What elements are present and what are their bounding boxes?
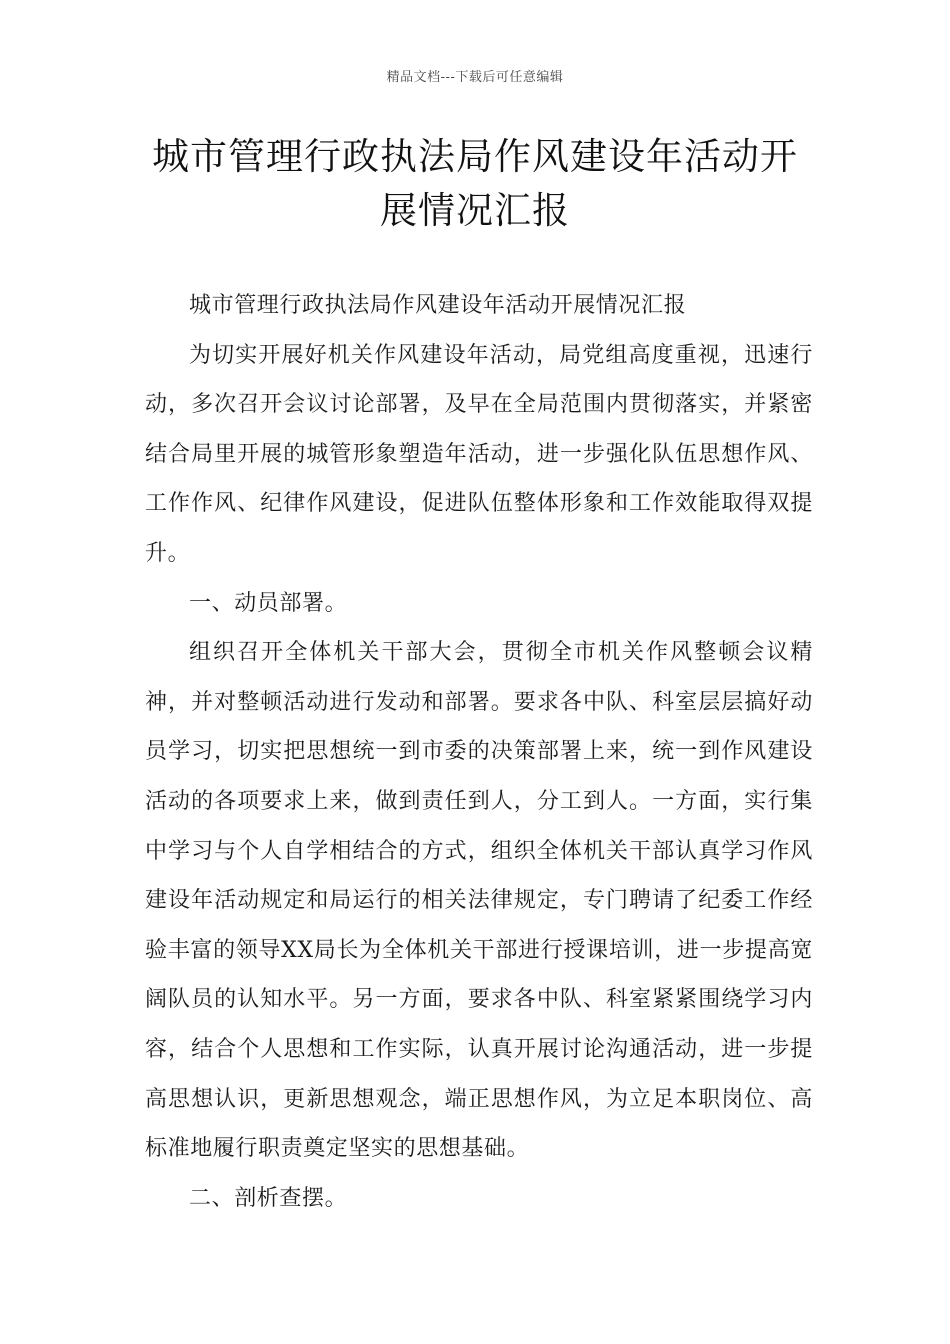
paragraph-subtitle: 城市管理行政执法局作风建设年活动开展情况汇报 — [189, 293, 687, 318]
section-heading-1: 一、动员部署。 — [189, 590, 348, 616]
section-heading-2: 二、剖析查摆。 — [189, 1185, 348, 1211]
header-note: 精品文档---下载后可任意编辑 — [386, 70, 564, 85]
paragraph-section-1: 组织召开全体机关干部大会，贯彻全市机关作风整顿会议精神，并对整顿活动进行发动和部署。要求各中队、科室层层搞好动员学习，切实把思想统一到市委的决策部署上来，统一到作风建设活动的各项要求上来，做到责任到人，分工到人。一方面，实行集中学习与个人自学相结合的方式，组织全体机关干部认真学习作风建设年活动规定和局运行的相关法律规定，专门聘请了纪委工作经验丰富的领导XX局长为全体机关干部进行授课培训，进一步提高宽阔队员的认知水平。另一方面，要求各中队、科室紧紧围绕学习内容，结合个人思想和工作实际，认真开展讨论沟通活动，进一步提高思想认识，更新思想观念，端正思想作风，为立足本职岗位、高标准地履行职责奠定坚实的思想基础。 — [145, 640, 813, 1162]
document-title: 城市管理行政执法局作风建设年活动开展情况汇报 — [152, 135, 798, 232]
document-body — [145, 281, 813, 1223]
paragraph-intro: 为切实开展好机关作风建设年活动，局党组高度重视，迅速行动，多次召开会议讨论部署，及早在全局范围内贯彻落实，并紧密结合局里开展的城管形象塑造年活动，进一步强化队伍思想作风、工作作风、纪律作风建设，促进队伍整体形象和工作效能取得双提升。 — [145, 342, 813, 566]
